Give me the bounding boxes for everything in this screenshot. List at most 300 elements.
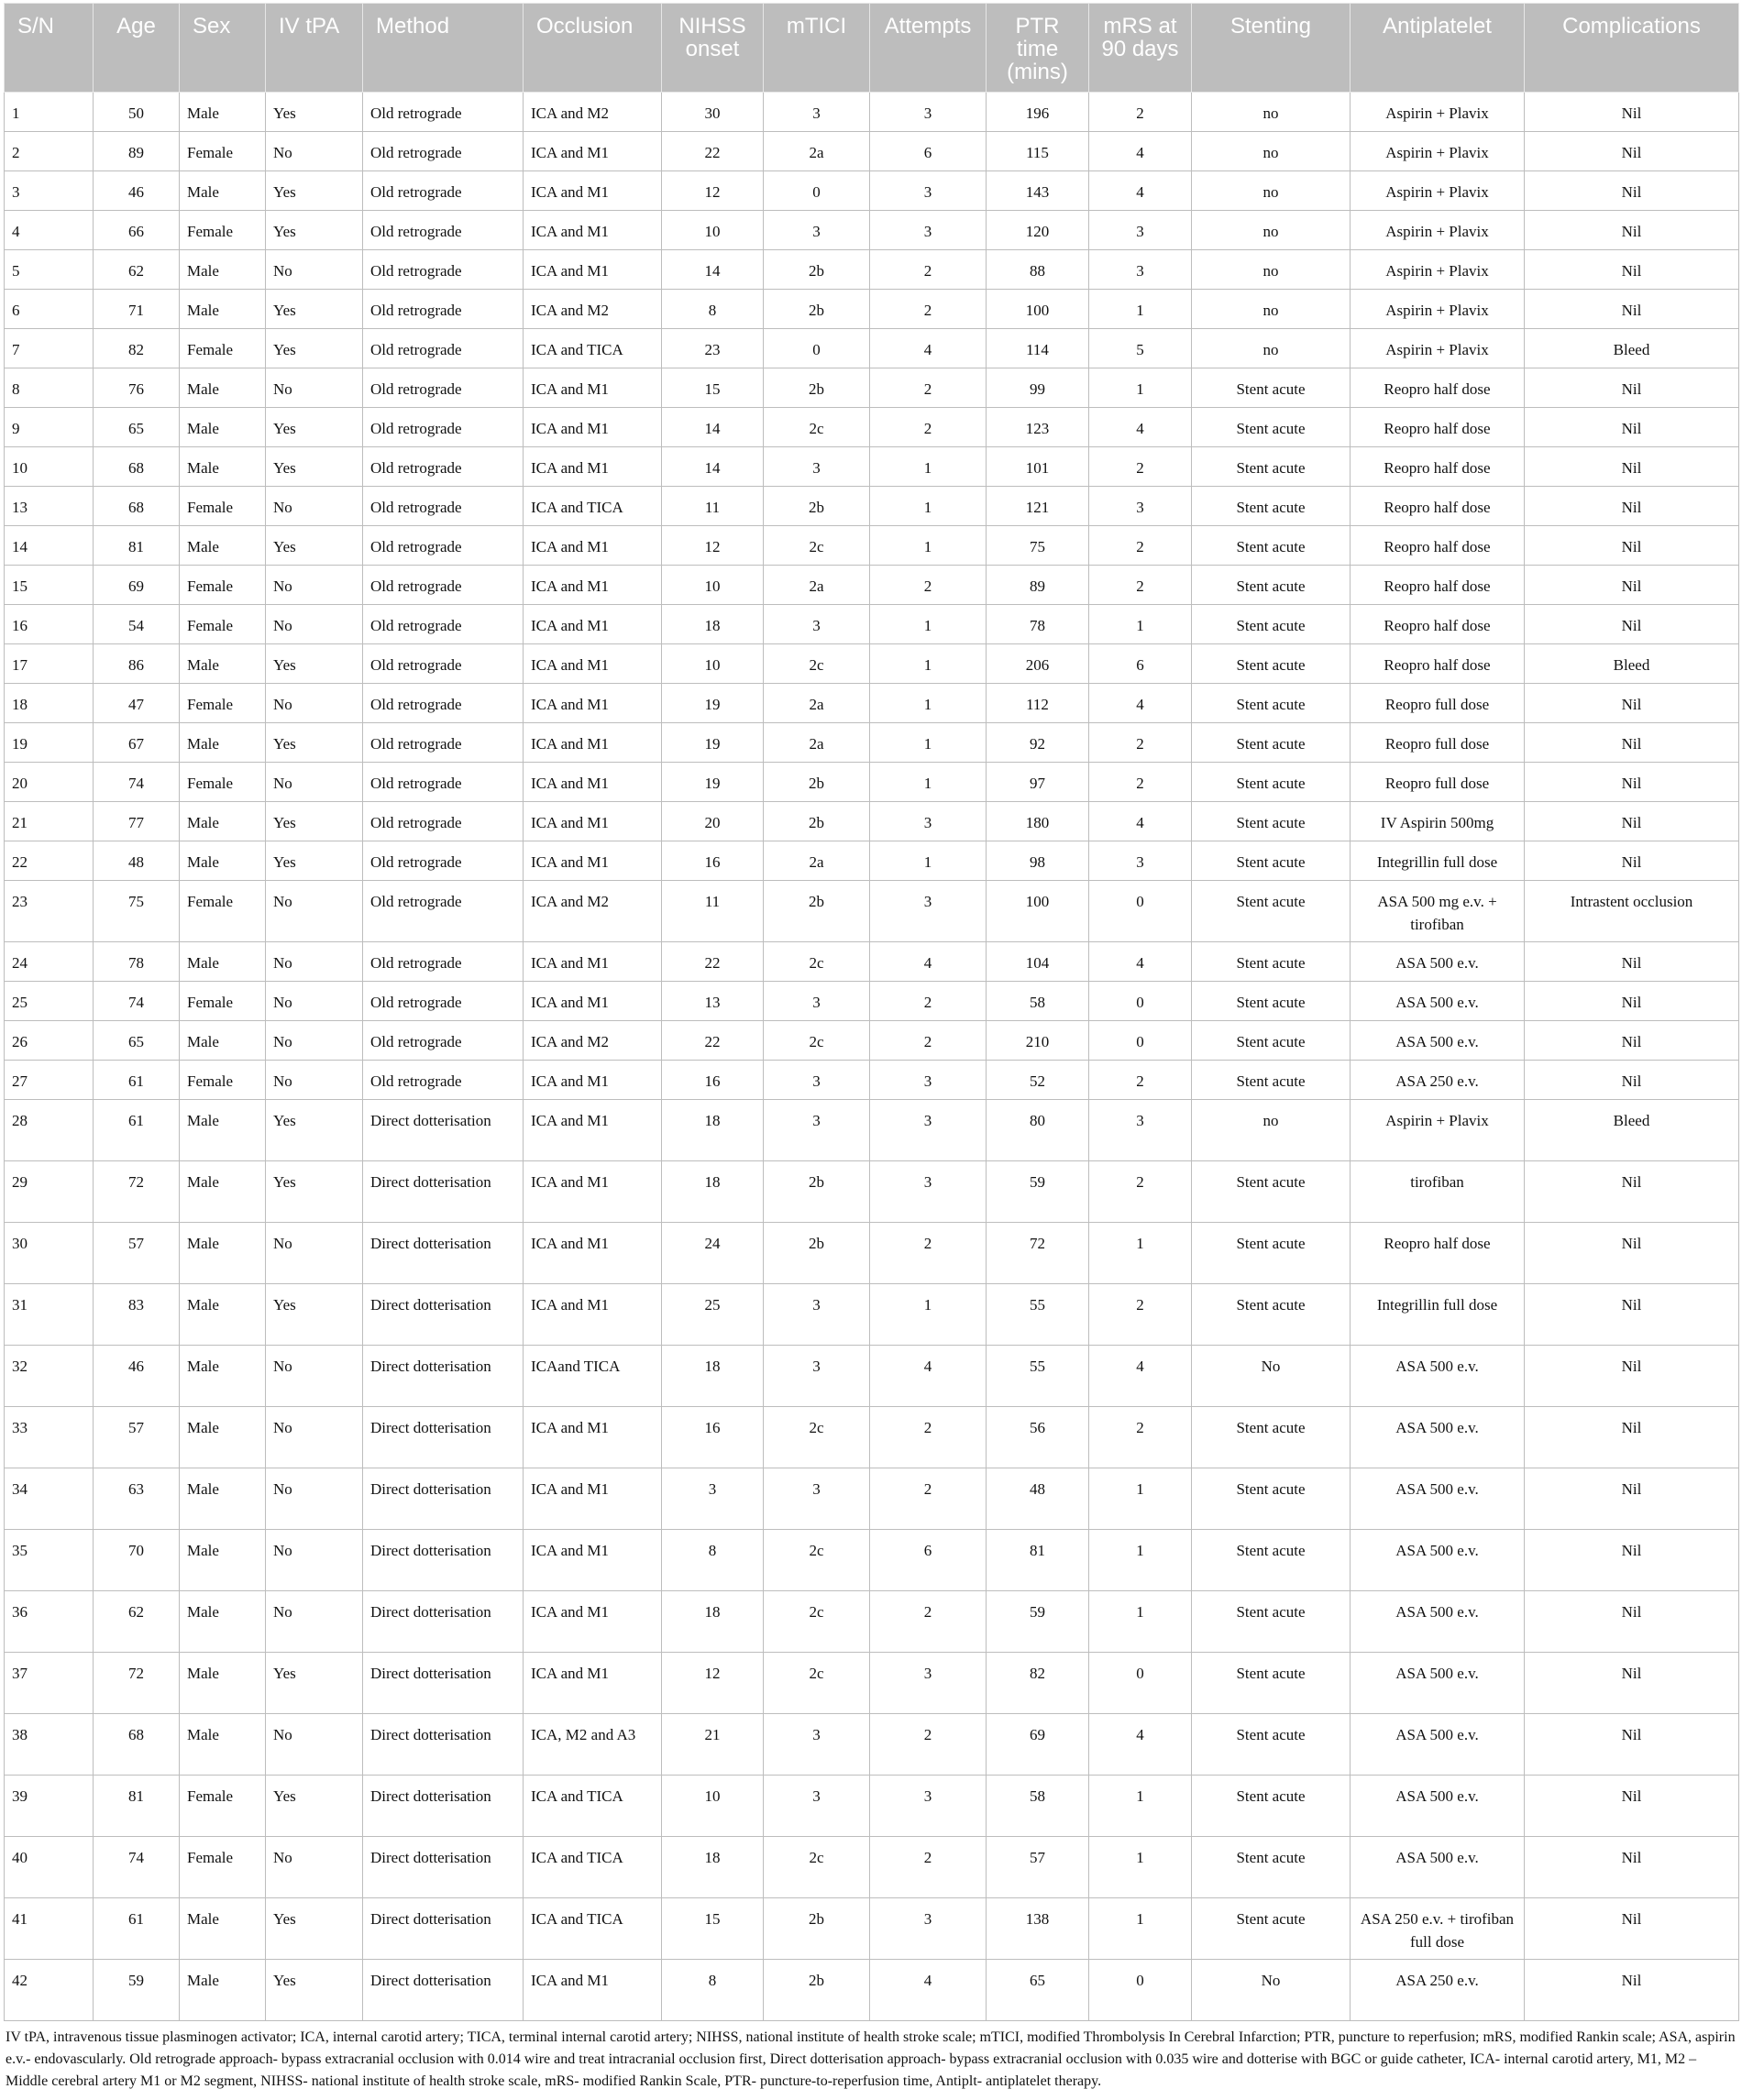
table-cell: Stent acute bbox=[1192, 982, 1351, 1021]
table-cell: Male bbox=[180, 447, 266, 487]
table-cell: Yes bbox=[266, 211, 363, 250]
table-cell: ICA and M1 bbox=[524, 942, 662, 982]
table-cell: 18 bbox=[662, 1591, 764, 1653]
table-cell: Male bbox=[180, 1223, 266, 1284]
table-cell: 88 bbox=[987, 250, 1089, 290]
table-cell: 48 bbox=[987, 1468, 1089, 1530]
table-row bbox=[5, 408, 1739, 447]
table-cell: 19 bbox=[662, 723, 764, 763]
table-cell: 2b bbox=[764, 881, 870, 942]
table-cell: 1 bbox=[1089, 1898, 1192, 1960]
table-cell: 3 bbox=[870, 802, 987, 841]
table-cell: 2 bbox=[870, 1021, 987, 1061]
table-cell: Nil bbox=[1525, 1061, 1739, 1100]
table-cell: 55 bbox=[987, 1284, 1089, 1346]
table-cell: 3 bbox=[1089, 250, 1192, 290]
table-cell: ASA 500 e.v. bbox=[1351, 1591, 1525, 1653]
table-cell: 3 bbox=[764, 1100, 870, 1161]
table-cell: Reopro half dose bbox=[1351, 644, 1525, 684]
table-cell: Stent acute bbox=[1192, 1223, 1351, 1284]
table-cell: ICA and M1 bbox=[524, 982, 662, 1021]
table-cell: 10 bbox=[662, 566, 764, 605]
table-cell: 3 bbox=[764, 1714, 870, 1776]
table-cell: ASA 500 e.v. bbox=[1351, 1407, 1525, 1468]
table-cell: Male bbox=[180, 93, 266, 132]
table-cell: Yes bbox=[266, 644, 363, 684]
table-cell: 3 bbox=[1089, 1100, 1192, 1161]
table-cell: 10 bbox=[662, 1776, 764, 1837]
table-cell: Male bbox=[180, 171, 266, 211]
table-cell: Male bbox=[180, 1407, 266, 1468]
table-cell: Nil bbox=[1525, 1960, 1739, 2021]
table-cell: 3 bbox=[764, 1776, 870, 1837]
table-cell: 2 bbox=[1089, 1407, 1192, 1468]
table-cell: 2a bbox=[764, 132, 870, 171]
table-cell: No bbox=[266, 1530, 363, 1591]
column-header: Stenting bbox=[1192, 4, 1351, 93]
table-cell: 0 bbox=[1089, 1021, 1192, 1061]
table-cell: 65 bbox=[987, 1960, 1089, 2021]
table-cell: 6 bbox=[5, 290, 94, 329]
table-cell: 61 bbox=[94, 1100, 180, 1161]
table-cell: Old retrograde bbox=[363, 802, 524, 841]
table-cell: 1 bbox=[1089, 1530, 1192, 1591]
table-cell: Nil bbox=[1525, 1714, 1739, 1776]
table-cell: Old retrograde bbox=[363, 487, 524, 526]
table-cell: 2a bbox=[764, 841, 870, 881]
table-cell: ICA and TICA bbox=[524, 487, 662, 526]
table-cell: 3 bbox=[870, 211, 987, 250]
table-cell: No bbox=[266, 684, 363, 723]
table-cell: ICA and TICA bbox=[524, 1898, 662, 1960]
table-cell: No bbox=[266, 942, 363, 982]
table-cell: 3 bbox=[1089, 487, 1192, 526]
table-cell: 14 bbox=[662, 250, 764, 290]
table-cell: Female bbox=[180, 1776, 266, 1837]
table-cell: ICAand TICA bbox=[524, 1346, 662, 1407]
table-cell: Nil bbox=[1525, 1161, 1739, 1223]
table-cell: Direct dotterisation bbox=[363, 1161, 524, 1223]
table-cell: 114 bbox=[987, 329, 1089, 368]
table-cell: 67 bbox=[94, 723, 180, 763]
table-cell: 6 bbox=[1089, 644, 1192, 684]
table-cell: Female bbox=[180, 566, 266, 605]
table-cell: 4 bbox=[5, 211, 94, 250]
table-cell: 81 bbox=[94, 526, 180, 566]
table-cell: Yes bbox=[266, 447, 363, 487]
table-cell: Yes bbox=[266, 723, 363, 763]
table-cell: Yes bbox=[266, 290, 363, 329]
table-row bbox=[5, 644, 1739, 684]
table-cell: 11 bbox=[662, 881, 764, 942]
table-row bbox=[5, 290, 1739, 329]
table-cell: 18 bbox=[662, 605, 764, 644]
table-cell: 2c bbox=[764, 1021, 870, 1061]
table-cell: 89 bbox=[987, 566, 1089, 605]
table-cell: 0 bbox=[1089, 881, 1192, 942]
table-cell: 20 bbox=[5, 763, 94, 802]
table-cell: 3 bbox=[870, 1061, 987, 1100]
table-cell: 29 bbox=[5, 1161, 94, 1223]
table-cell: Male bbox=[180, 526, 266, 566]
table-cell: 3 bbox=[870, 1776, 987, 1837]
table-cell: 2a bbox=[764, 684, 870, 723]
table-cell: Yes bbox=[266, 1898, 363, 1960]
table-cell: 3 bbox=[5, 171, 94, 211]
table-cell: Old retrograde bbox=[363, 1021, 524, 1061]
table-cell: ASA 500 e.v. bbox=[1351, 1776, 1525, 1837]
table-cell: IV Aspirin 500mg bbox=[1351, 802, 1525, 841]
table-cell: 71 bbox=[94, 290, 180, 329]
patient-data-table bbox=[4, 3, 1739, 2021]
table-cell: ICA and M1 bbox=[524, 1468, 662, 1530]
table-cell: Nil bbox=[1525, 684, 1739, 723]
table-row bbox=[5, 566, 1739, 605]
table-cell: 50 bbox=[94, 93, 180, 132]
table-cell: 3 bbox=[870, 1898, 987, 1960]
table-cell: No bbox=[266, 1061, 363, 1100]
table-cell: Male bbox=[180, 942, 266, 982]
table-cell: 34 bbox=[5, 1468, 94, 1530]
table-cell: 2 bbox=[1089, 566, 1192, 605]
table-cell: 47 bbox=[94, 684, 180, 723]
table-cell: Old retrograde bbox=[363, 763, 524, 802]
table-cell: 0 bbox=[764, 329, 870, 368]
table-cell: Male bbox=[180, 290, 266, 329]
table-cell: 58 bbox=[987, 982, 1089, 1021]
table-cell: ICA and M1 bbox=[524, 566, 662, 605]
table-cell: ASA 250 e.v. bbox=[1351, 1061, 1525, 1100]
table-cell: Reopro half dose bbox=[1351, 566, 1525, 605]
table-cell: Male bbox=[180, 841, 266, 881]
table-cell: 2c bbox=[764, 1591, 870, 1653]
table-cell: 121 bbox=[987, 487, 1089, 526]
table-cell: Male bbox=[180, 408, 266, 447]
table-cell: 27 bbox=[5, 1061, 94, 1100]
table-cell: ICA and M1 bbox=[524, 250, 662, 290]
table-row bbox=[5, 250, 1739, 290]
table-cell: 2b bbox=[764, 1223, 870, 1284]
table-row bbox=[5, 942, 1739, 982]
table-cell: 196 bbox=[987, 93, 1089, 132]
table-cell: Direct dotterisation bbox=[363, 1468, 524, 1530]
table-cell: 78 bbox=[987, 605, 1089, 644]
table-cell: Stent acute bbox=[1192, 802, 1351, 841]
table-cell: No bbox=[266, 982, 363, 1021]
table-cell: 1 bbox=[1089, 1837, 1192, 1898]
table-cell: Old retrograde bbox=[363, 132, 524, 171]
table-cell: Nil bbox=[1525, 1591, 1739, 1653]
table-cell: 3 bbox=[870, 1653, 987, 1714]
table-cell: 2b bbox=[764, 802, 870, 841]
table-cell: 65 bbox=[94, 408, 180, 447]
table-cell: 62 bbox=[94, 250, 180, 290]
table-cell: No bbox=[266, 1223, 363, 1284]
table-cell: Nil bbox=[1525, 1776, 1739, 1837]
table-cell: ICA and M1 bbox=[524, 605, 662, 644]
table-cell: Nil bbox=[1525, 408, 1739, 447]
table-cell: Stent acute bbox=[1192, 763, 1351, 802]
table-row bbox=[5, 1407, 1739, 1468]
table-cell: 19 bbox=[662, 684, 764, 723]
table-cell: 0 bbox=[764, 171, 870, 211]
table-cell: 12 bbox=[662, 526, 764, 566]
table-cell: 66 bbox=[94, 211, 180, 250]
table-cell: No bbox=[266, 1714, 363, 1776]
table-cell: 2c bbox=[764, 1837, 870, 1898]
table-cell: Yes bbox=[266, 1284, 363, 1346]
table-cell: 1 bbox=[870, 763, 987, 802]
table-cell: 58 bbox=[987, 1776, 1089, 1837]
table-cell: Nil bbox=[1525, 1284, 1739, 1346]
table-cell: Direct dotterisation bbox=[363, 1898, 524, 1960]
table-cell: Stent acute bbox=[1192, 1161, 1351, 1223]
table-cell: ASA 500 e.v. bbox=[1351, 942, 1525, 982]
table-cell: 62 bbox=[94, 1591, 180, 1653]
table-cell: Nil bbox=[1525, 93, 1739, 132]
table-cell: 69 bbox=[94, 566, 180, 605]
table-row bbox=[5, 763, 1739, 802]
table-row bbox=[5, 93, 1739, 132]
table-cell: 19 bbox=[5, 723, 94, 763]
table-cell: 2a bbox=[764, 566, 870, 605]
table-row bbox=[5, 1284, 1739, 1346]
table-cell: Male bbox=[180, 723, 266, 763]
table-cell: ASA 500 mg e.v. + tirofiban bbox=[1351, 881, 1525, 942]
table-cell: Aspirin + Plavix bbox=[1351, 329, 1525, 368]
table-cell: 55 bbox=[987, 1346, 1089, 1407]
table-cell: 21 bbox=[662, 1714, 764, 1776]
table-cell: Male bbox=[180, 1898, 266, 1960]
table-cell: 61 bbox=[94, 1061, 180, 1100]
table-cell: No bbox=[266, 132, 363, 171]
table-cell: Old retrograde bbox=[363, 723, 524, 763]
table-cell: Old retrograde bbox=[363, 982, 524, 1021]
table-cell: 1 bbox=[870, 684, 987, 723]
table-cell: 3 bbox=[1089, 841, 1192, 881]
table-cell: 68 bbox=[94, 1714, 180, 1776]
table-cell: 13 bbox=[5, 487, 94, 526]
table-cell: Old retrograde bbox=[363, 171, 524, 211]
table-cell: 8 bbox=[662, 1530, 764, 1591]
table-cell: 3 bbox=[870, 1100, 987, 1161]
table-cell: 54 bbox=[94, 605, 180, 644]
table-cell: Male bbox=[180, 1591, 266, 1653]
table-cell: 15 bbox=[662, 368, 764, 408]
table-cell: Nil bbox=[1525, 1223, 1739, 1284]
table-cell: 46 bbox=[94, 1346, 180, 1407]
table-cell: 89 bbox=[94, 132, 180, 171]
table-cell: 57 bbox=[94, 1407, 180, 1468]
table-cell: Female bbox=[180, 329, 266, 368]
table-cell: 2 bbox=[5, 132, 94, 171]
table-row bbox=[5, 1223, 1739, 1284]
column-header: S/N bbox=[5, 4, 94, 93]
column-header: mTICI bbox=[764, 4, 870, 93]
table-cell: ICA and M1 bbox=[524, 1653, 662, 1714]
table-cell: Old retrograde bbox=[363, 942, 524, 982]
table-cell: 2a bbox=[764, 723, 870, 763]
table-cell: ICA and M1 bbox=[524, 802, 662, 841]
table-cell: ICA and M1 bbox=[524, 526, 662, 566]
table-cell: Male bbox=[180, 1161, 266, 1223]
table-cell: ICA and M1 bbox=[524, 1161, 662, 1223]
table-cell: 74 bbox=[94, 1837, 180, 1898]
table-row bbox=[5, 841, 1739, 881]
table-cell: ICA and M1 bbox=[524, 1530, 662, 1591]
table-cell: 15 bbox=[662, 1898, 764, 1960]
table-cell: Stent acute bbox=[1192, 644, 1351, 684]
table-cell: 3 bbox=[870, 1161, 987, 1223]
table-cell: 3 bbox=[764, 447, 870, 487]
table-cell: Old retrograde bbox=[363, 644, 524, 684]
table-cell: ASA 500 e.v. bbox=[1351, 1530, 1525, 1591]
table-cell: Stent acute bbox=[1192, 942, 1351, 982]
table-cell: Reopro full dose bbox=[1351, 723, 1525, 763]
table-cell: 4 bbox=[1089, 132, 1192, 171]
table-cell: 1 bbox=[5, 93, 94, 132]
table-cell: 74 bbox=[94, 763, 180, 802]
table-cell: Stent acute bbox=[1192, 1530, 1351, 1591]
table-cell: Old retrograde bbox=[363, 250, 524, 290]
table-header-row bbox=[5, 4, 1739, 93]
table-cell: Nil bbox=[1525, 487, 1739, 526]
table-cell: Yes bbox=[266, 1776, 363, 1837]
table-cell: 2c bbox=[764, 644, 870, 684]
table-cell: ICA and M1 bbox=[524, 1061, 662, 1100]
table-row bbox=[5, 447, 1739, 487]
table-cell: ICA and M1 bbox=[524, 1407, 662, 1468]
table-cell: Intrastent occlusion bbox=[1525, 881, 1739, 942]
table-cell: no bbox=[1192, 329, 1351, 368]
table-cell: Reopro half dose bbox=[1351, 408, 1525, 447]
table-cell: 3 bbox=[764, 211, 870, 250]
table-cell: Nil bbox=[1525, 1021, 1739, 1061]
table-cell: 76 bbox=[94, 368, 180, 408]
table-cell: 18 bbox=[662, 1100, 764, 1161]
table-cell: Reopro half dose bbox=[1351, 447, 1525, 487]
table-cell: 2b bbox=[764, 1960, 870, 2021]
column-header: Method bbox=[363, 4, 524, 93]
table-cell: Old retrograde bbox=[363, 684, 524, 723]
table-cell: 4 bbox=[1089, 171, 1192, 211]
column-header: Antiplatelet bbox=[1351, 4, 1525, 93]
table-cell: 2b bbox=[764, 368, 870, 408]
table-cell: 16 bbox=[662, 841, 764, 881]
table-cell: 10 bbox=[5, 447, 94, 487]
table-cell: 2 bbox=[1089, 93, 1192, 132]
table-cell: No bbox=[266, 368, 363, 408]
table-cell: Nil bbox=[1525, 982, 1739, 1021]
table-cell: Reopro full dose bbox=[1351, 763, 1525, 802]
table-cell: 6 bbox=[870, 1530, 987, 1591]
table-cell: No bbox=[266, 881, 363, 942]
table-row bbox=[5, 1530, 1739, 1591]
table-cell: no bbox=[1192, 290, 1351, 329]
table-cell: Yes bbox=[266, 1161, 363, 1223]
table-cell: 4 bbox=[1089, 684, 1192, 723]
table-cell: 115 bbox=[987, 132, 1089, 171]
table-cell: 2 bbox=[1089, 1284, 1192, 1346]
table-cell: 46 bbox=[94, 171, 180, 211]
table-cell: 2 bbox=[870, 250, 987, 290]
table-cell: 78 bbox=[94, 942, 180, 982]
table-cell: Old retrograde bbox=[363, 211, 524, 250]
table-cell: Nil bbox=[1525, 566, 1739, 605]
table-cell: No bbox=[266, 1837, 363, 1898]
table-cell: 2 bbox=[870, 290, 987, 329]
table-row bbox=[5, 1714, 1739, 1776]
table-cell: 2c bbox=[764, 408, 870, 447]
table-cell: Reopro half dose bbox=[1351, 526, 1525, 566]
table-cell: 1 bbox=[1089, 1776, 1192, 1837]
table-cell: Yes bbox=[266, 408, 363, 447]
table-cell: 123 bbox=[987, 408, 1089, 447]
table-cell: No bbox=[266, 1021, 363, 1061]
table-cell: 59 bbox=[987, 1161, 1089, 1223]
table-cell: Direct dotterisation bbox=[363, 1714, 524, 1776]
table-cell: 72 bbox=[94, 1161, 180, 1223]
table-cell: ICA and TICA bbox=[524, 1776, 662, 1837]
table-cell: 15 bbox=[5, 566, 94, 605]
table-cell: ICA and M1 bbox=[524, 132, 662, 171]
table-cell: Nil bbox=[1525, 447, 1739, 487]
table-cell: 68 bbox=[94, 487, 180, 526]
table-cell: 101 bbox=[987, 447, 1089, 487]
table-cell: 2 bbox=[1089, 723, 1192, 763]
table-cell: 11 bbox=[662, 487, 764, 526]
table-cell: 100 bbox=[987, 881, 1089, 942]
table-cell: 12 bbox=[662, 171, 764, 211]
table-cell: 24 bbox=[662, 1223, 764, 1284]
table-cell: 5 bbox=[5, 250, 94, 290]
table-cell: 2 bbox=[1089, 1161, 1192, 1223]
table-row bbox=[5, 1837, 1739, 1898]
table-cell: ICA and M1 bbox=[524, 447, 662, 487]
table-cell: Nil bbox=[1525, 132, 1739, 171]
column-header: NIHSS onset bbox=[662, 4, 764, 93]
table-cell: ICA and M1 bbox=[524, 763, 662, 802]
table-cell: 59 bbox=[94, 1960, 180, 2021]
table-cell: Yes bbox=[266, 329, 363, 368]
table-cell: No bbox=[266, 566, 363, 605]
table-cell: 2b bbox=[764, 487, 870, 526]
table-cell: ICA and M1 bbox=[524, 644, 662, 684]
table-cell: Stent acute bbox=[1192, 1714, 1351, 1776]
table-cell: ASA 500 e.v. bbox=[1351, 982, 1525, 1021]
table-cell: 39 bbox=[5, 1776, 94, 1837]
table-cell: Male bbox=[180, 802, 266, 841]
table-cell: ASA 500 e.v. bbox=[1351, 1714, 1525, 1776]
table-cell: ICA and M1 bbox=[524, 211, 662, 250]
table-cell: Male bbox=[180, 1346, 266, 1407]
table-cell: 4 bbox=[870, 942, 987, 982]
table-row bbox=[5, 132, 1739, 171]
table-cell: 1 bbox=[1089, 1591, 1192, 1653]
table-row bbox=[5, 881, 1739, 942]
table-cell: Aspirin + Plavix bbox=[1351, 132, 1525, 171]
table-cell: 99 bbox=[987, 368, 1089, 408]
table-cell: Old retrograde bbox=[363, 408, 524, 447]
table-cell: 37 bbox=[5, 1653, 94, 1714]
table-cell: 3 bbox=[764, 93, 870, 132]
table-cell: Yes bbox=[266, 171, 363, 211]
table-cell: ASA 500 e.v. bbox=[1351, 1346, 1525, 1407]
table-cell: Female bbox=[180, 684, 266, 723]
table-cell: Male bbox=[180, 1100, 266, 1161]
table-cell: no bbox=[1192, 211, 1351, 250]
table-cell: Male bbox=[180, 1714, 266, 1776]
